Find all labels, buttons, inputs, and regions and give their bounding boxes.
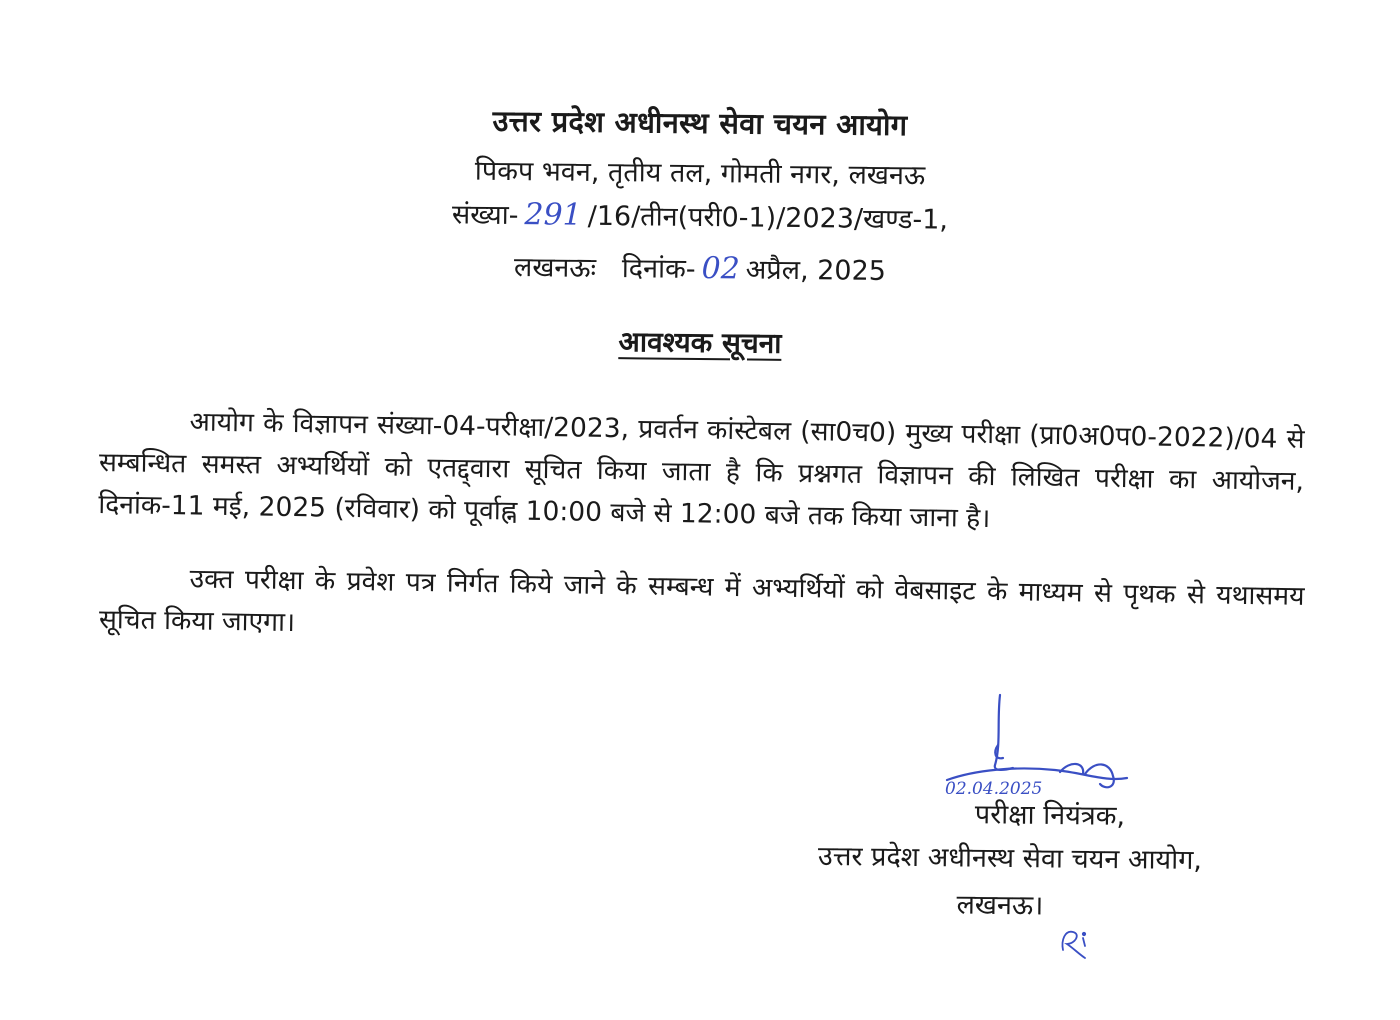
signatory-organization: उत्तर प्रदेश अधीनस्थ सेवा चयन आयोग, [817, 840, 1203, 877]
subject-text: आवश्यक सूचना [618, 325, 782, 360]
date-city: लखनऊः [513, 252, 597, 284]
signatory-city: लखनऊ। [956, 889, 1044, 922]
notice-subject [0, 316, 1400, 369]
reference-prefix: संख्या- [451, 199, 519, 232]
date-handwritten-day: 02 [701, 251, 740, 287]
signatory-designation: परीक्षा नियंत्रक, [974, 799, 1126, 832]
reference-handwritten-number: 291 [524, 197, 582, 233]
date-suffix: अप्रैल, 2025 [745, 254, 887, 287]
reference-number-line [0, 190, 1400, 242]
organization-title: उत्तर प्रदेश अधीनस्थ सेवा चयन आयोग [492, 103, 908, 143]
date-prefix: दिनांक- [621, 253, 696, 285]
initials-mark [1055, 920, 1100, 965]
reference-suffix: /16/तीन(परी0-1)/2023/खण्ड-1, [587, 200, 949, 236]
organization-address: पिकप भवन, तृतीय तल, गोमती नगर, लखनऊ [474, 155, 926, 192]
date-line [0, 242, 1400, 294]
signature-date-text: 02.04.2025 [945, 779, 1043, 799]
notice-paragraph-1: आयोग के विज्ञापन संख्या-04-परीक्षा/2023, प्रवर्तन कांस्टेबल (सा0च0) मुख्य परीक्षा (प्रा0अ0प0-2022)/04 से सम्बन्धित समस्त अभ्यर्थियों को एतद्द्वारा सूचित किया जाता है कि प्रश्नगत विज्ञापन की लिखित परीक्षा का आयोजन, दिनांक-11 मई, 2025 (रविवार) को पूर्वाह्न 10:00 बजे से 12:00 बजे तक किया जाना है। [98, 405, 1305, 534]
signature-image [935, 690, 1145, 805]
notice-paragraph-2: उक्त परीक्षा के प्रवेश पत्र निर्गत किये जाने के सम्बन्ध में अभ्यर्थियों को वेबसाइट के माध्यम से पृथक से यथासमय सूचित किया जाएगा। [98, 562, 1305, 638]
